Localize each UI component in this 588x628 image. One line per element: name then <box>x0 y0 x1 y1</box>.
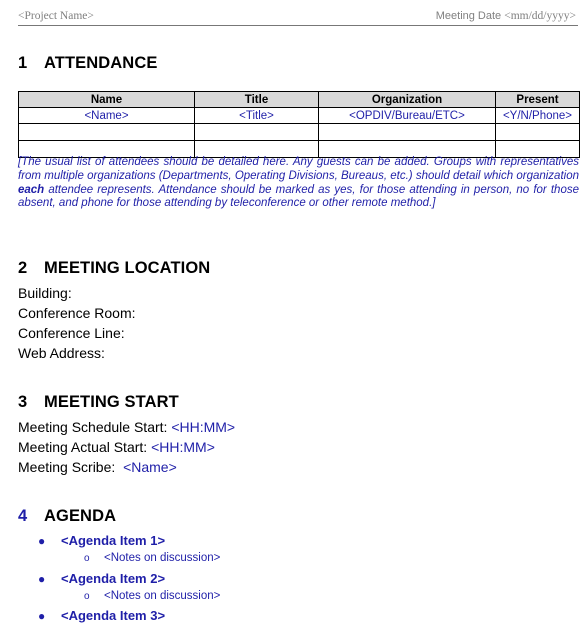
field-label: Meeting Actual Start: <box>18 439 148 455</box>
agenda-item-title[interactable]: <Agenda Item 1> <box>61 533 166 548</box>
table-cell[interactable] <box>19 141 195 158</box>
attendance-table <box>18 91 580 158</box>
table-cell[interactable] <box>195 124 319 141</box>
project-name: <Project Name> <box>18 10 94 22</box>
section-title: MEETING LOCATION <box>44 259 211 277</box>
field-value[interactable]: <Name> <box>123 459 177 475</box>
note-text: attendee represents. Attendance should be marked as yes, for those attending in person, no for those absent, and phone for those attending by teleconference or other remote method.] <box>18 183 579 210</box>
field-label: Meeting Schedule Start: <box>18 419 168 435</box>
agenda-item <box>38 533 165 548</box>
location-line: Conference Line: <box>18 325 125 341</box>
section-heading-location <box>18 259 210 278</box>
bullet-icon: ● <box>38 572 46 586</box>
note-text: [The usual list of attendees should be detailed here. Any guests can be added. Groups with representatives from multiple organizations (Departments, Operating Divisions, Bureaus, etc.) should detail which organization <box>18 156 579 182</box>
location-room: Conference Room: <box>18 305 136 321</box>
table-cell[interactable]: <Title> <box>195 108 319 124</box>
attendance-instructions <box>18 156 579 211</box>
agenda-note <box>84 590 220 602</box>
table-cell[interactable] <box>319 141 496 158</box>
bullet-icon: ● <box>38 609 46 623</box>
schedule-start <box>18 419 235 435</box>
table-header-row <box>19 92 580 108</box>
column-header: Name <box>19 92 195 108</box>
table-cell[interactable] <box>195 141 319 158</box>
bullet-icon: ● <box>38 534 46 548</box>
table-cell[interactable] <box>19 124 195 141</box>
table-row <box>19 124 580 141</box>
section-number: 4 <box>18 507 28 525</box>
section-title: AGENDA <box>44 507 117 525</box>
table-cell[interactable] <box>496 141 580 158</box>
section-title: ATTENDANCE <box>44 54 158 72</box>
table-row <box>19 108 580 124</box>
field-value[interactable]: <HH:MM> <box>171 419 236 435</box>
field-label: Meeting Scribe: <box>18 459 116 475</box>
section-heading-start <box>18 393 179 412</box>
location-web: Web Address: <box>18 345 105 361</box>
agenda-item <box>38 608 165 623</box>
section-number: 2 <box>18 259 28 277</box>
table-cell[interactable]: <Name> <box>19 108 195 124</box>
agenda-item-title[interactable]: <Agenda Item 3> <box>61 608 166 623</box>
circle-bullet-icon: o <box>84 591 90 602</box>
agenda-note-text[interactable]: <Notes on discussion> <box>104 552 221 564</box>
agenda-item <box>38 571 165 586</box>
section-number: 3 <box>18 393 28 411</box>
agenda-note <box>84 552 220 564</box>
actual-start <box>18 439 215 455</box>
section-number: 1 <box>18 54 28 72</box>
column-header: Title <box>195 92 319 108</box>
note-emphasis: each <box>18 183 45 196</box>
agenda-item-title[interactable]: <Agenda Item 2> <box>61 571 166 586</box>
meeting-date-label: Meeting Date <box>435 10 502 22</box>
column-header: Organization <box>319 92 496 108</box>
meeting-date <box>436 10 576 22</box>
circle-bullet-icon: o <box>84 553 90 564</box>
page-header <box>18 9 578 26</box>
meeting-scribe <box>18 459 177 475</box>
agenda-note-text[interactable]: <Notes on discussion> <box>104 590 221 602</box>
table-cell[interactable] <box>319 124 496 141</box>
section-heading-agenda <box>18 507 116 526</box>
table-cell[interactable] <box>496 124 580 141</box>
column-header: Present <box>496 92 580 108</box>
field-value[interactable]: <HH:MM> <box>151 439 215 455</box>
section-title: MEETING START <box>44 393 179 411</box>
table-cell[interactable]: <OPDIV/Bureau/ETC> <box>319 108 496 124</box>
table-cell[interactable]: <Y/N/Phone> <box>496 108 580 124</box>
location-building: Building: <box>18 285 72 301</box>
table-row <box>19 141 580 158</box>
meeting-date-format: <mm/dd/yyyy> <box>504 10 576 22</box>
section-heading-attendance <box>18 54 157 73</box>
